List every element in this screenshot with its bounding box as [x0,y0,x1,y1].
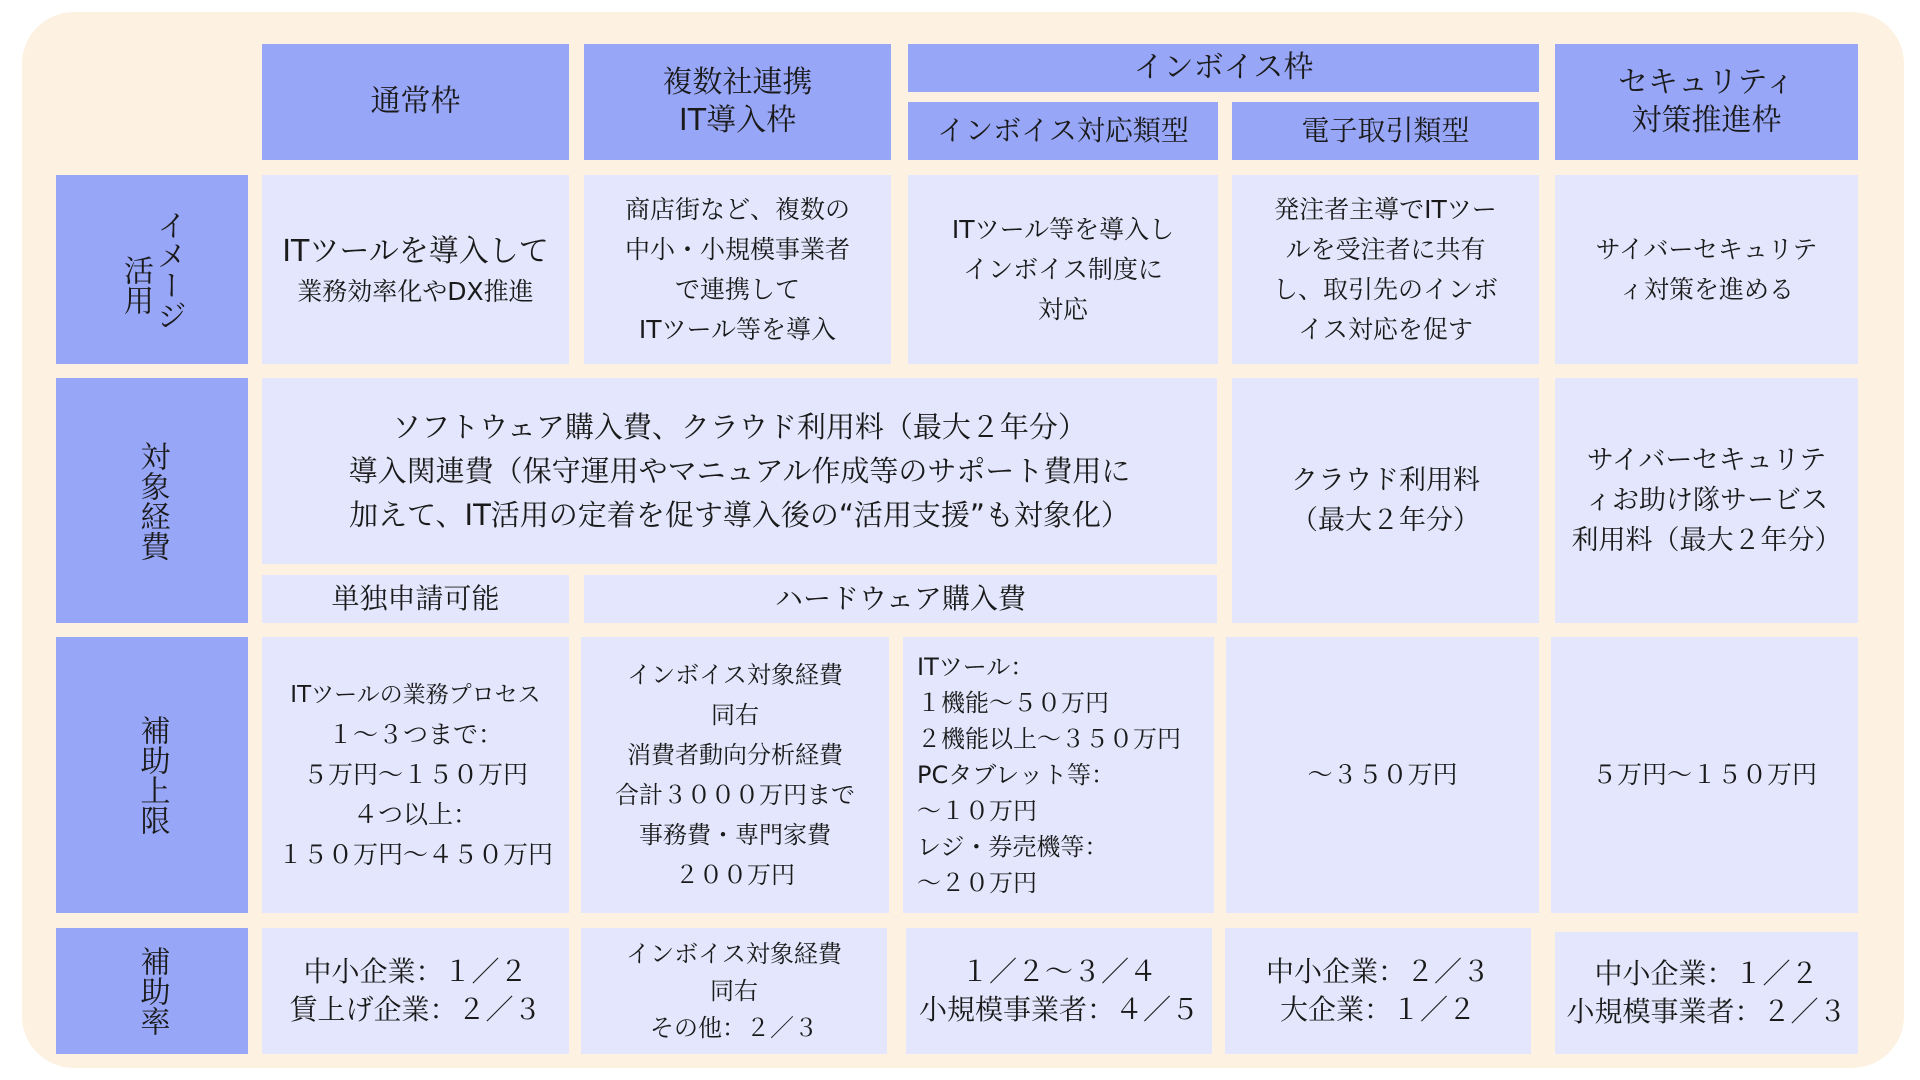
header-ecommerce-type [1232,102,1539,160]
limit-invoice-line: １機能〜５０万円 [917,689,1109,717]
costs-software [262,378,1217,564]
rate-ecommerce [1225,928,1531,1054]
rate-normal-line: 中小企業：１／２ [303,955,528,988]
limit-invoice [903,637,1214,913]
rate-security-line: 小規模事業者：２／３ [1566,995,1847,1028]
rate-invoice [906,928,1212,1054]
rate-multi [581,928,887,1054]
header-multi [584,44,891,160]
limit-security-value: ５万円〜１５０万円 [1591,760,1817,789]
header-multi-line: 複数社連携 [662,65,813,100]
rate-security-line: 中小企業：１／２ [1594,957,1819,990]
costs-security-line: サイバーセキュリテ [1586,444,1827,476]
rate-multi-line: 同右 [709,976,758,1005]
header-invoice-group-label: インボイス枠 [1133,50,1314,85]
rate-multi-line: その他：２／３ [649,1013,818,1042]
usage-invoice [908,175,1218,364]
limit-normal-line: ITツールの業務プロセス [290,682,541,708]
usage-ecommerce-line: 発注者主導でITツー [1274,194,1497,224]
costs-ecommerce [1232,378,1539,623]
costs-software-line: 導入関連費（保守運用やマニュアル作成等のサポート費用に [348,454,1131,488]
limit-invoice-line: PCタブレット等： [917,761,1116,789]
costs-ecommerce-line: （最大２年分） [1291,504,1480,536]
usage-invoice-line: 対応 [1037,294,1088,324]
usage-multi-line: 中小・小規模事業者 [624,234,850,264]
limit-normal-line: １５０万円〜４５０万円 [277,840,553,869]
rate-security [1555,932,1858,1054]
usage-ecommerce-line: イス対応を促す [1298,314,1473,344]
row-label-costs [56,378,248,623]
limit-multi-line: 消費者動向分析経費 [627,741,843,769]
rate-ecommerce-line: 大企業：１／２ [1279,993,1476,1026]
costs-single-apply [262,575,569,623]
costs-ecommerce-line: クラウド利用料 [1291,464,1480,496]
row-label-limit [56,637,248,913]
usage-ecommerce-line: ルを受注者に共有 [1285,234,1486,264]
row-label-costs-text: 対象経費 [134,440,170,561]
rate-ecommerce-line: 中小企業：２／３ [1265,955,1490,988]
usage-security-line: サイバーセキュリテ [1595,234,1818,264]
limit-normal-line: ５万円〜１５０万円 [302,760,528,789]
row-label-rate-text: 補助率 [134,946,170,1036]
header-multi-line: IT導入枠 [678,103,797,138]
costs-security-line: 利用料（最大２年分） [1571,524,1842,556]
limit-invoice-line: 〜１０万円 [917,797,1037,825]
usage-normal-line: ITツールを導入して [282,233,549,269]
row-label-rate [56,928,248,1054]
limit-multi-line: 事務費・専門家費 [639,821,831,849]
limit-multi-line: ２００万円 [675,861,795,889]
header-security-line: 対策推進枠 [1631,103,1782,138]
header-normal [262,44,569,160]
limit-invoice-line: レジ・券売機等： [917,833,1109,861]
row-label-usage-text [119,195,185,345]
costs-hardware-label: ハードウェア購入費 [775,582,1026,615]
row-label-usage-line: 活用 [118,254,153,315]
limit-ecommerce-value: 〜３５０万円 [1307,760,1458,789]
limit-invoice-line: ２機能以上〜３５０万円 [917,725,1181,753]
limit-security [1551,637,1858,913]
row-label-usage [56,175,248,364]
header-security [1555,44,1858,160]
row-label-limit-text: 補助上限 [134,715,170,835]
limit-invoice-line: ITツール： [917,653,1035,681]
row-label-usage-line: イメージ [151,209,186,330]
limit-multi-line: 同右 [711,701,759,729]
limit-normal-line: ４つ以上： [352,800,478,829]
limit-invoice-line: 〜２０万円 [917,869,1037,897]
rate-invoice-line: 小規模事業者：４／５ [918,993,1199,1026]
usage-multi [584,175,891,364]
usage-security-line: ィ対策を進める [1618,274,1794,304]
limit-multi [581,637,889,913]
header-normal-label: 通常枠 [370,84,461,119]
usage-invoice-line: ITツール等を導入し [951,214,1175,244]
usage-multi-line: で連携して [674,274,800,304]
costs-single-apply-label: 単独申請可能 [331,582,500,615]
costs-security [1555,378,1858,623]
usage-multi-line: ITツール等を導入 [638,314,837,344]
limit-normal [262,637,569,913]
usage-invoice-line: インボイス制度に [963,254,1163,284]
limit-ecommerce [1226,637,1539,913]
usage-ecommerce-line: し、取引先のインボ [1272,274,1498,304]
costs-security-line: ィお助け隊サービス [1585,484,1828,516]
costs-software-line: 加えて、IT活用の定着を促す導入後の“活用支援”も対象化） [349,498,1130,532]
rate-normal-line: 賃上げ企業：２／３ [289,993,542,1026]
costs-software-line: ソフトウェア購入費、クラウド利用料（最大２年分） [392,410,1087,444]
usage-security [1555,175,1858,364]
usage-normal-line: 業務効率化やDX推進 [297,276,534,306]
limit-multi-line: インボイス対象経費 [627,661,843,689]
rate-multi-line: インボイス対象経費 [626,939,842,968]
header-invoice-group [908,44,1539,92]
limit-multi-line: 合計３０００万円まで [615,781,855,809]
limit-normal-line: １〜３つまで： [327,720,503,749]
costs-hardware [584,575,1217,623]
usage-multi-line: 商店街など、複数の [624,194,850,224]
rate-normal [262,928,569,1054]
rate-invoice-line: １／２〜３／４ [960,955,1157,988]
header-security-line: セキュリティ [1618,65,1795,100]
header-invoice-type [908,102,1218,160]
usage-ecommerce [1232,175,1539,364]
header-invoice-type-label: インボイス対応類型 [937,114,1189,147]
header-ecommerce-type-label: 電子取引類型 [1301,114,1470,147]
usage-normal [262,175,569,364]
